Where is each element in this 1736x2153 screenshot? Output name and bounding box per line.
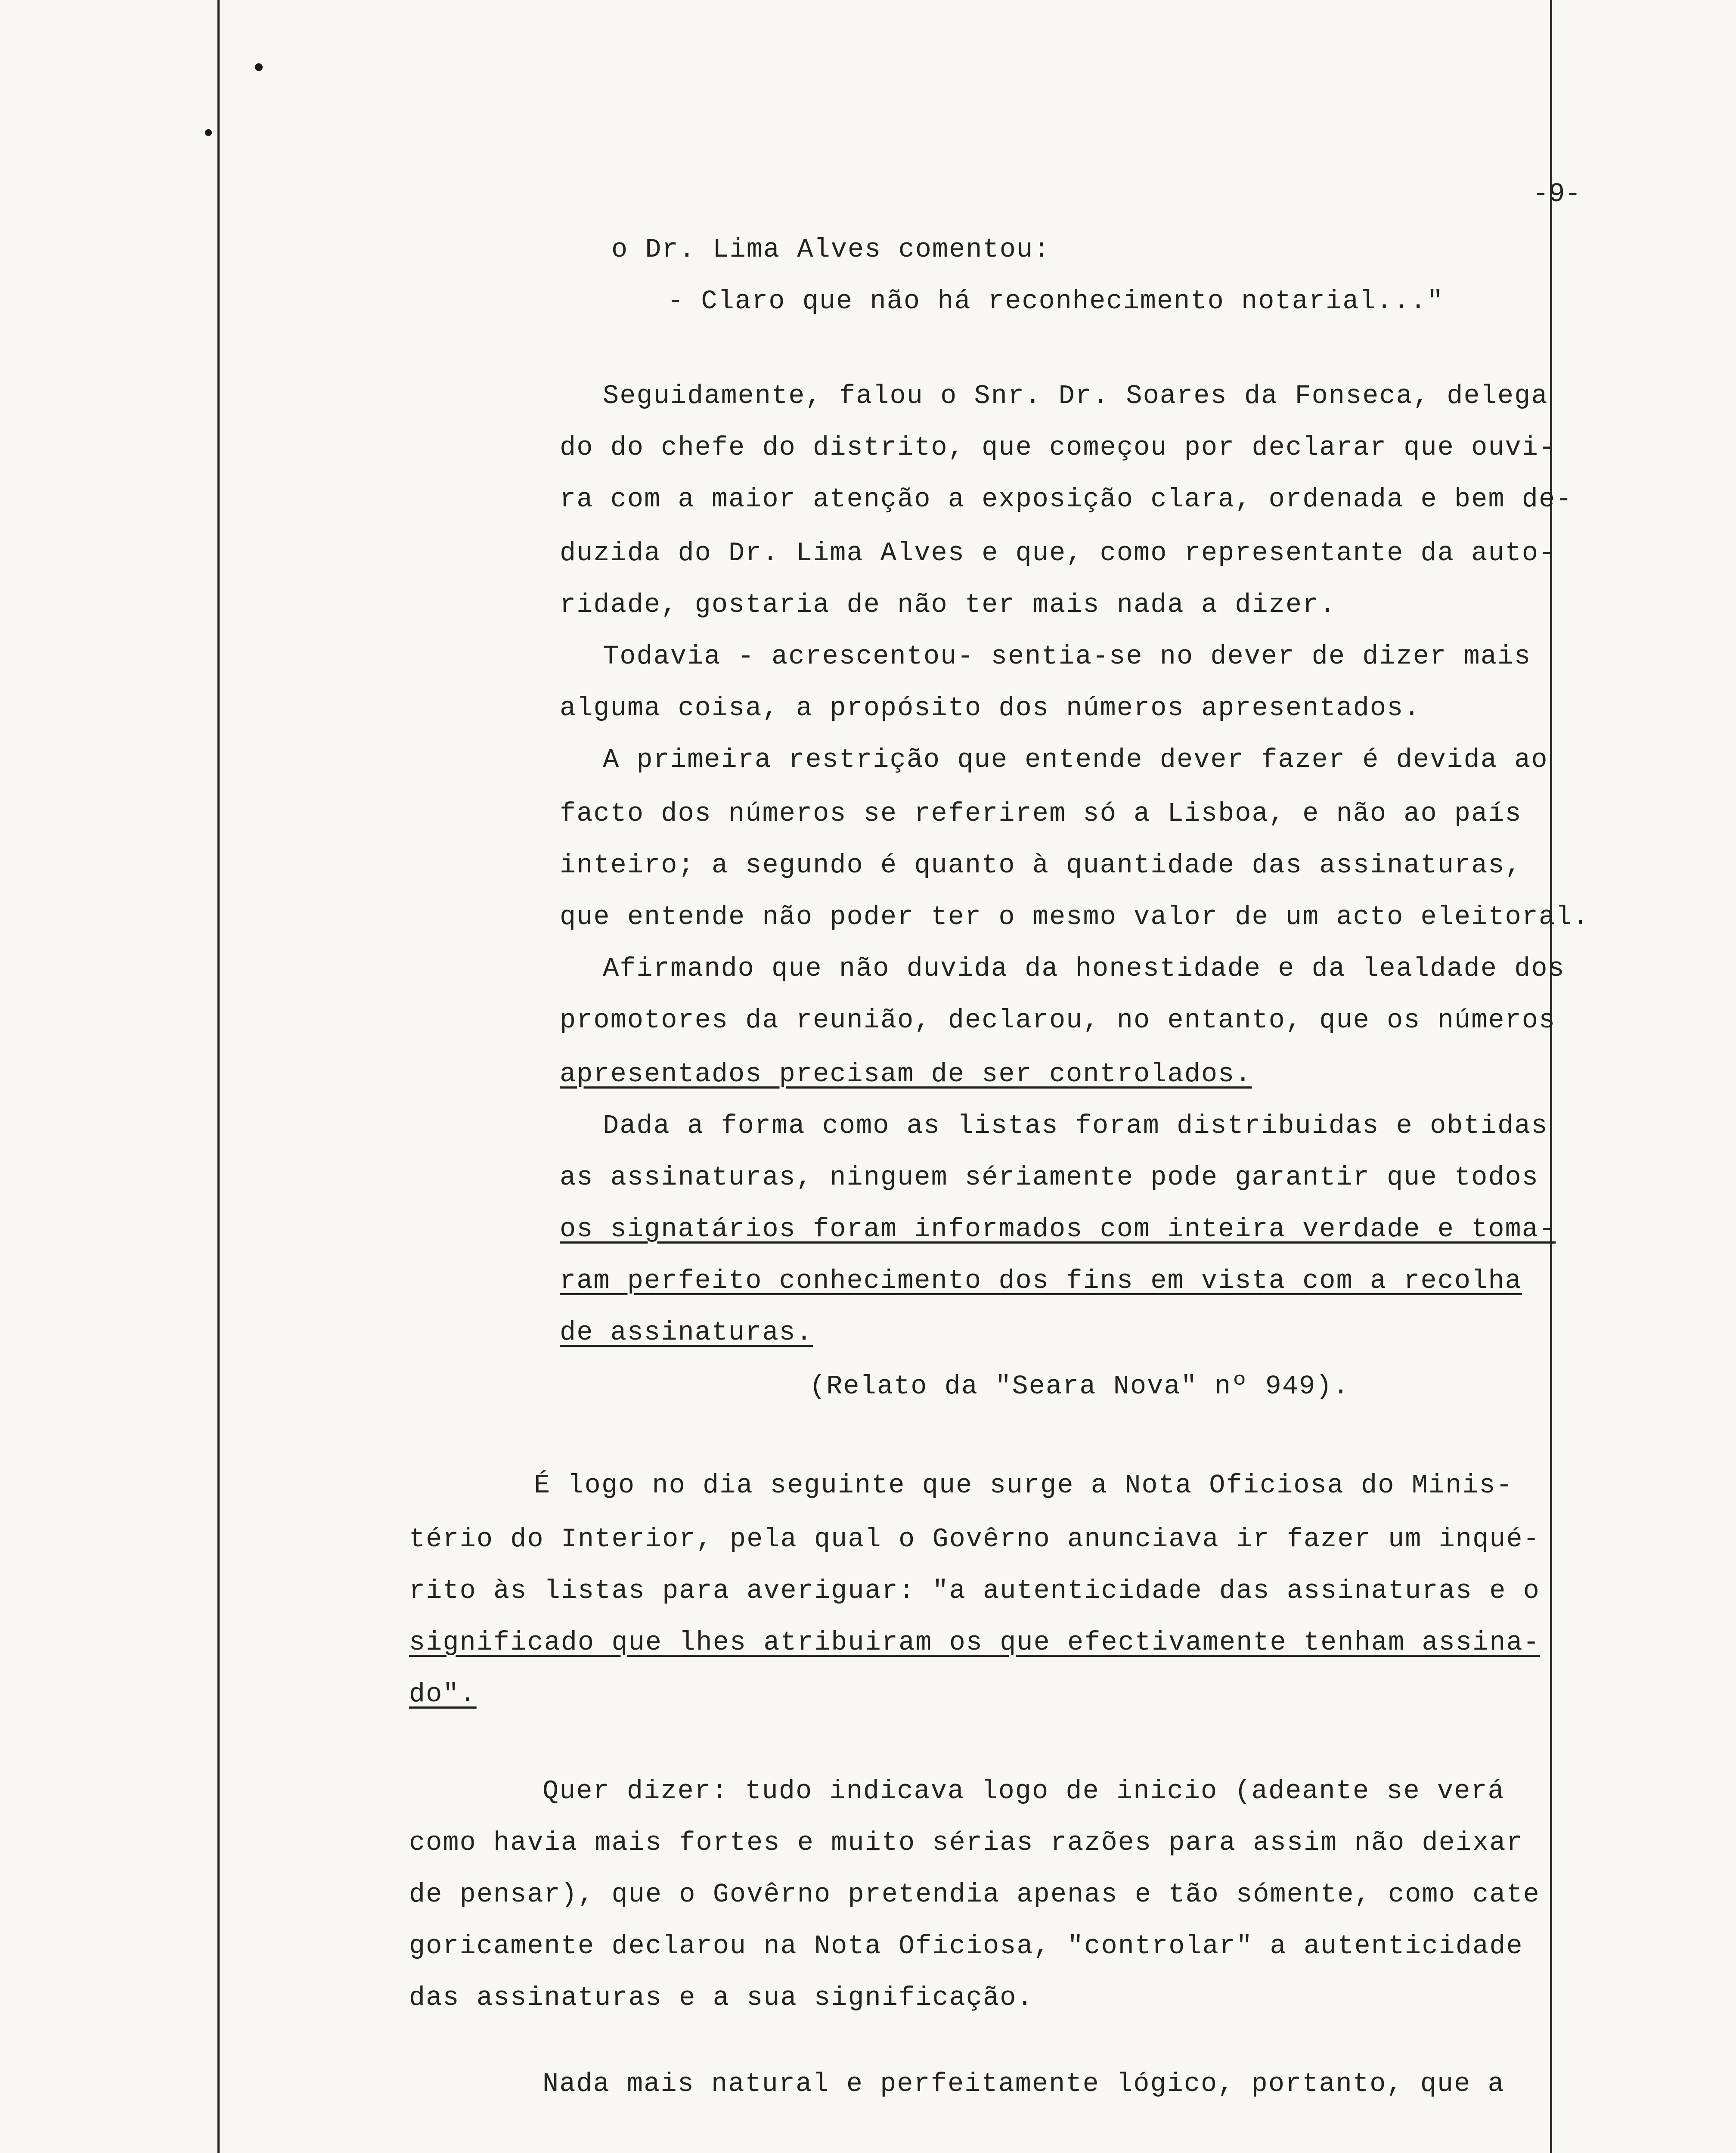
text-line: É logo no dia seguinte que surge a Nota Oficiosa do Minis- bbox=[534, 1470, 1513, 1501]
text-line: Seguidamente, falou o Snr. Dr. Soares da Fonseca, delega bbox=[603, 381, 1548, 411]
text-line: as assinaturas, ninguem sériamente pode garantir que todos bbox=[560, 1162, 1539, 1193]
text-line: (Relato da "Seara Nova" nº 949). bbox=[809, 1371, 1350, 1402]
text-line: rito às listas para averiguar: "a autenticidade das assinaturas e o bbox=[409, 1576, 1540, 1606]
text-line: goricamente declarou na Nota Oficiosa, "controlar" a autenticidade bbox=[409, 1931, 1523, 1961]
text-line: apresentados precisam de ser controlados. bbox=[560, 1059, 1252, 1089]
text-line: promotores da reunião, declarou, no entanto, que os números bbox=[560, 1005, 1556, 1036]
text-line: A primeira restrição que entende dever fazer é devida ao bbox=[603, 745, 1548, 775]
left-margin-rule bbox=[217, 0, 220, 2153]
text-line: facto dos números se referirem só a Lisboa, e não ao país bbox=[560, 798, 1522, 829]
punch-mark bbox=[205, 129, 212, 136]
text-line: de assinaturas. bbox=[560, 1317, 813, 1348]
text-line: Todavia - acrescentou- sentia-se no dever de dizer mais bbox=[603, 641, 1531, 672]
text-line: ridade, gostaria de não ter mais nada a dizer. bbox=[560, 589, 1336, 620]
text-line: Afirmando que não duvida da honestidade e da lealdade dos bbox=[603, 953, 1565, 984]
text-line: os signatários foram informados com inteira verdade e toma- bbox=[560, 1214, 1556, 1244]
right-margin-rule bbox=[1550, 0, 1552, 2153]
text-line: do do chefe do distrito, que começou por declarar que ouvi- bbox=[560, 432, 1556, 463]
text-line: significado que lhes atribuiram os que efectivamente tenham assina- bbox=[409, 1627, 1540, 1658]
text-line: - Claro que não há reconhecimento notarial..." bbox=[667, 286, 1444, 316]
page-number: -9- bbox=[1533, 179, 1581, 209]
text-line: que entende não poder ter o mesmo valor de um acto eleitoral. bbox=[560, 902, 1590, 932]
text-line: ra com a maior atenção a exposição clara, ordenada e bem de- bbox=[560, 484, 1573, 515]
text-line: ram perfeito conhecimento dos fins em vista com a recolha bbox=[560, 1266, 1522, 1296]
punch-mark bbox=[255, 63, 263, 71]
text-line: de pensar), que o Govêrno pretendia apenas e tão sómente, como cate bbox=[409, 1879, 1540, 1910]
text-line: inteiro; a segundo é quanto à quantidade das assinaturas, bbox=[560, 850, 1522, 881]
text-line: Nada mais natural e perfeitamente lógico, portanto, que a bbox=[542, 2069, 1505, 2099]
text-line: duzida do Dr. Lima Alves e que, como representante da auto- bbox=[560, 538, 1556, 568]
text-line: o Dr. Lima Alves comentou: bbox=[611, 234, 1051, 265]
text-line: das assinaturas e a sua significação. bbox=[409, 1982, 1034, 2013]
text-line: Dada a forma como as listas foram distribuidas e obtidas bbox=[603, 1111, 1548, 1141]
text-line: do". bbox=[409, 1679, 477, 1709]
text-line: Quer dizer: tudo indicava logo de inicio (adeante se verá bbox=[542, 1776, 1505, 1806]
text-line: como havia mais fortes e muito sérias razões para assim não deixar bbox=[409, 1827, 1523, 1858]
text-line: alguma coisa, a propósito dos números apresentados. bbox=[560, 693, 1421, 723]
text-line: tério do Interior, pela qual o Govêrno anunciava ir fazer um inqué- bbox=[409, 1524, 1540, 1554]
